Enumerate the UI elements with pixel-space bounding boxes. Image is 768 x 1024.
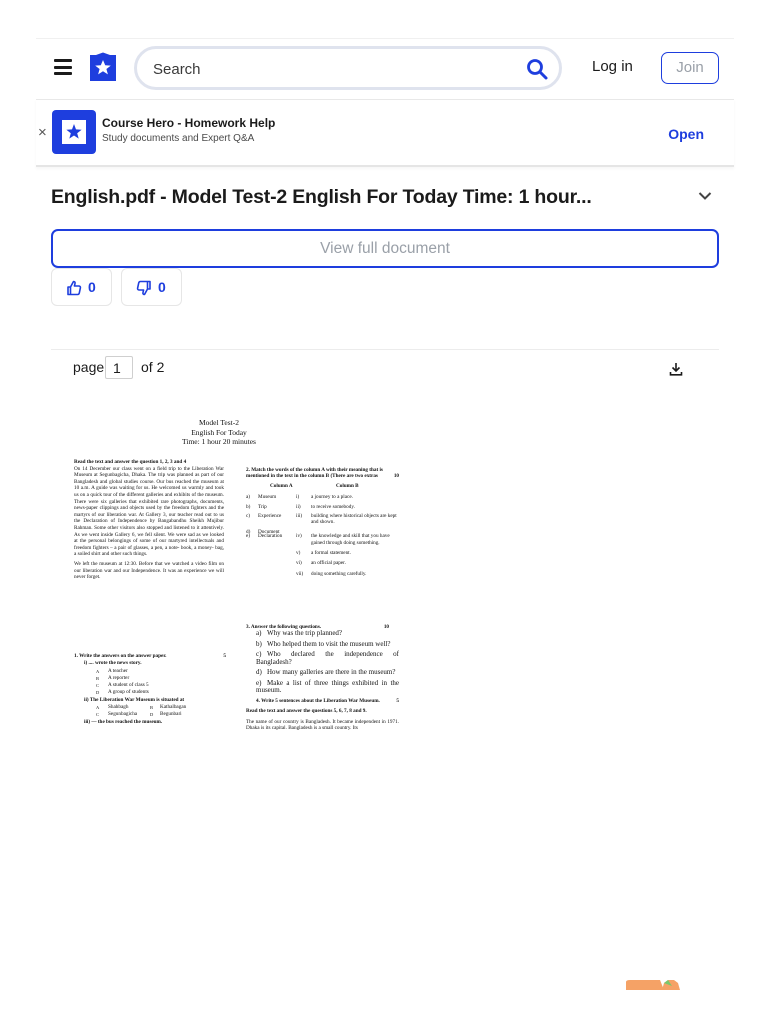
floating-chat-widget[interactable] <box>626 980 700 990</box>
dislike-button[interactable] <box>121 268 182 306</box>
passage-column <box>74 459 224 584</box>
heading-line: Time: 1 hour 20 minutes <box>182 437 256 446</box>
question-2 <box>246 467 399 580</box>
heading-line: English For Today <box>191 427 247 437</box>
login-button[interactable]: Log in <box>592 58 633 75</box>
like-count: 0 <box>88 279 96 295</box>
match-row: v) a formal statement. <box>296 550 351 557</box>
option-key: C <box>96 683 100 689</box>
passage-paragraph: The name of our country is Bangladesh. It became independent in 1971. Dhaka is its capital. Bangladesh is a small country. Its <box>246 718 399 732</box>
app-install-banner <box>36 99 734 167</box>
view-full-document-button[interactable]: View full document <box>51 229 719 268</box>
question-marks: 10 <box>383 624 389 630</box>
question-title: 2. Match the words of the column A with their meaning that is mentioned in the text in the column B (There are two extras <box>246 467 383 480</box>
sub-question: ii) The Liberation War Museum is situated at <box>84 696 185 703</box>
option-text: Shahbagh <box>108 704 129 711</box>
match-row: b) Trip ii) to receive somebody. <box>246 503 355 510</box>
match-row: vii) doing something carefully. <box>296 570 367 577</box>
question-item: d) How many galleries are there in the museum? <box>256 668 396 677</box>
download-icon[interactable] <box>669 362 683 376</box>
passage-paragraph: On 14 December our class went on a field trip to the Liberation War Museum at Segunbagicha, Dhaka. The trip was planned as part of our Bangladesh and global studies course. Our bus reached the museum at 10 a.m. A guide was waiting for us. He welcomed us warmly and took us on a quick tour of the different galleries and exhibits of the museum. There were six galleries that exhibited rare photographs, documents, news-paper clippings and objects used by the freedom fighters and the martyrs of our liberation war. At Gallery 3, our teacher read out to us the Declaration of Independence by Bangabandhu Sheikh Mujibur Rahman. Some other visitors also stopped and listened to it attentively. As we went inside Gallery 6, we fell silent. We were sad as we looked at the personal belongings of some of our martyred intellectuals and freedom fighters – a pair of glasses, a pen, a note- book, a money- bag, a soiled shirt and other such things. <box>74 465 224 558</box>
option-key: A <box>96 668 100 674</box>
match-row: e) Declaration iv) the knowledge and skill that you have gained through doing something. <box>246 533 390 546</box>
column-b-header: Column B <box>336 482 359 489</box>
question-marks: 5 <box>223 653 226 659</box>
question-marks: 10 <box>393 473 399 480</box>
search-input[interactable] <box>153 58 513 80</box>
banner-title: Course Hero - Homework Help <box>102 116 276 130</box>
question-item: a) Why was the trip planned? <box>256 629 343 638</box>
option-text: A group of students <box>108 689 149 696</box>
hamburger-menu-icon[interactable] <box>54 59 72 75</box>
instruction-text: Read the text and answer the questions 5, 6, 7, 8 and 9. <box>246 708 367 715</box>
question-title: 3. Answer the following questions. <box>246 624 322 630</box>
chevron-down-icon[interactable] <box>698 190 712 202</box>
banner-subtitle: Study documents and Expert Q&A <box>102 133 255 144</box>
match-row: a) Museum i) a journey to a place. <box>246 494 353 501</box>
option-text: A reporter <box>108 674 130 681</box>
question-3 <box>246 624 399 732</box>
join-button[interactable]: Join <box>661 52 719 84</box>
thumbs-down-icon <box>136 280 152 296</box>
viewer-divider <box>51 349 719 350</box>
question-title: 4. Write 5 sentences about the Liberation War Museum. <box>256 697 380 704</box>
match-row: d) Document <box>246 528 280 535</box>
page-label: page <box>73 359 105 375</box>
question-item: b) Who helped them to visit the museum well? <box>256 639 391 648</box>
search-icon[interactable] <box>525 57 549 81</box>
instruction-text: Read the text and answer the question 1, 2, 3 and 4 <box>74 459 187 465</box>
option-text: Begunbari <box>160 711 182 718</box>
option-text: Segunbagicha <box>108 711 138 718</box>
app-logo <box>52 110 96 154</box>
option-key: B <box>150 705 154 711</box>
search-bar[interactable] <box>134 46 562 90</box>
thumbs-up-icon <box>66 280 82 296</box>
question-item: c) Who declared the independence of Bangladesh? <box>256 650 399 666</box>
sub-question: i) .... wrote the news story. <box>84 660 142 667</box>
page-total: of 2 <box>141 359 165 375</box>
heading-line: Model Test-2 <box>199 418 239 427</box>
match-row: vi) an official paper. <box>296 560 346 567</box>
option-key: A <box>96 705 100 711</box>
open-app-button[interactable]: Open <box>668 126 704 142</box>
course-hero-logo[interactable] <box>88 52 118 82</box>
option-text: A teacher <box>108 667 128 674</box>
match-row: c) Experience iii) building where historical objects are kept and shown. <box>246 513 397 526</box>
option-key: D <box>150 712 154 718</box>
close-icon[interactable]: × <box>38 124 47 141</box>
like-button[interactable] <box>51 268 112 306</box>
option-key: D <box>96 690 100 696</box>
sub-question: iii) — the bus reached the museum. <box>84 718 163 725</box>
document-title: English.pdf - Model Test-2 English For Today Time: 1 hour... <box>51 186 592 208</box>
page-heading <box>144 418 294 447</box>
page-number-input[interactable] <box>105 356 133 379</box>
question-item: e) Make a list of three things exhibited in the museum. <box>256 678 399 695</box>
top-nav <box>36 38 734 96</box>
question-marks: 5 <box>396 697 399 704</box>
option-key: C <box>96 712 100 718</box>
option-text: A student of class 5 <box>108 682 149 689</box>
question-title: 1. Write the answers on the answer paper. <box>74 653 167 659</box>
option-text: Kathalbagan <box>160 704 187 711</box>
option-key: B <box>96 675 100 681</box>
passage-paragraph: We left the museum at 12:30. Before that we watched a video film on our liberation war and our Independence. It was an experience we will never forget. <box>74 560 224 581</box>
question-1 <box>74 653 226 726</box>
dislike-count: 0 <box>158 279 166 295</box>
document-page-preview <box>64 412 414 772</box>
column-a-header: Column A <box>270 482 293 489</box>
